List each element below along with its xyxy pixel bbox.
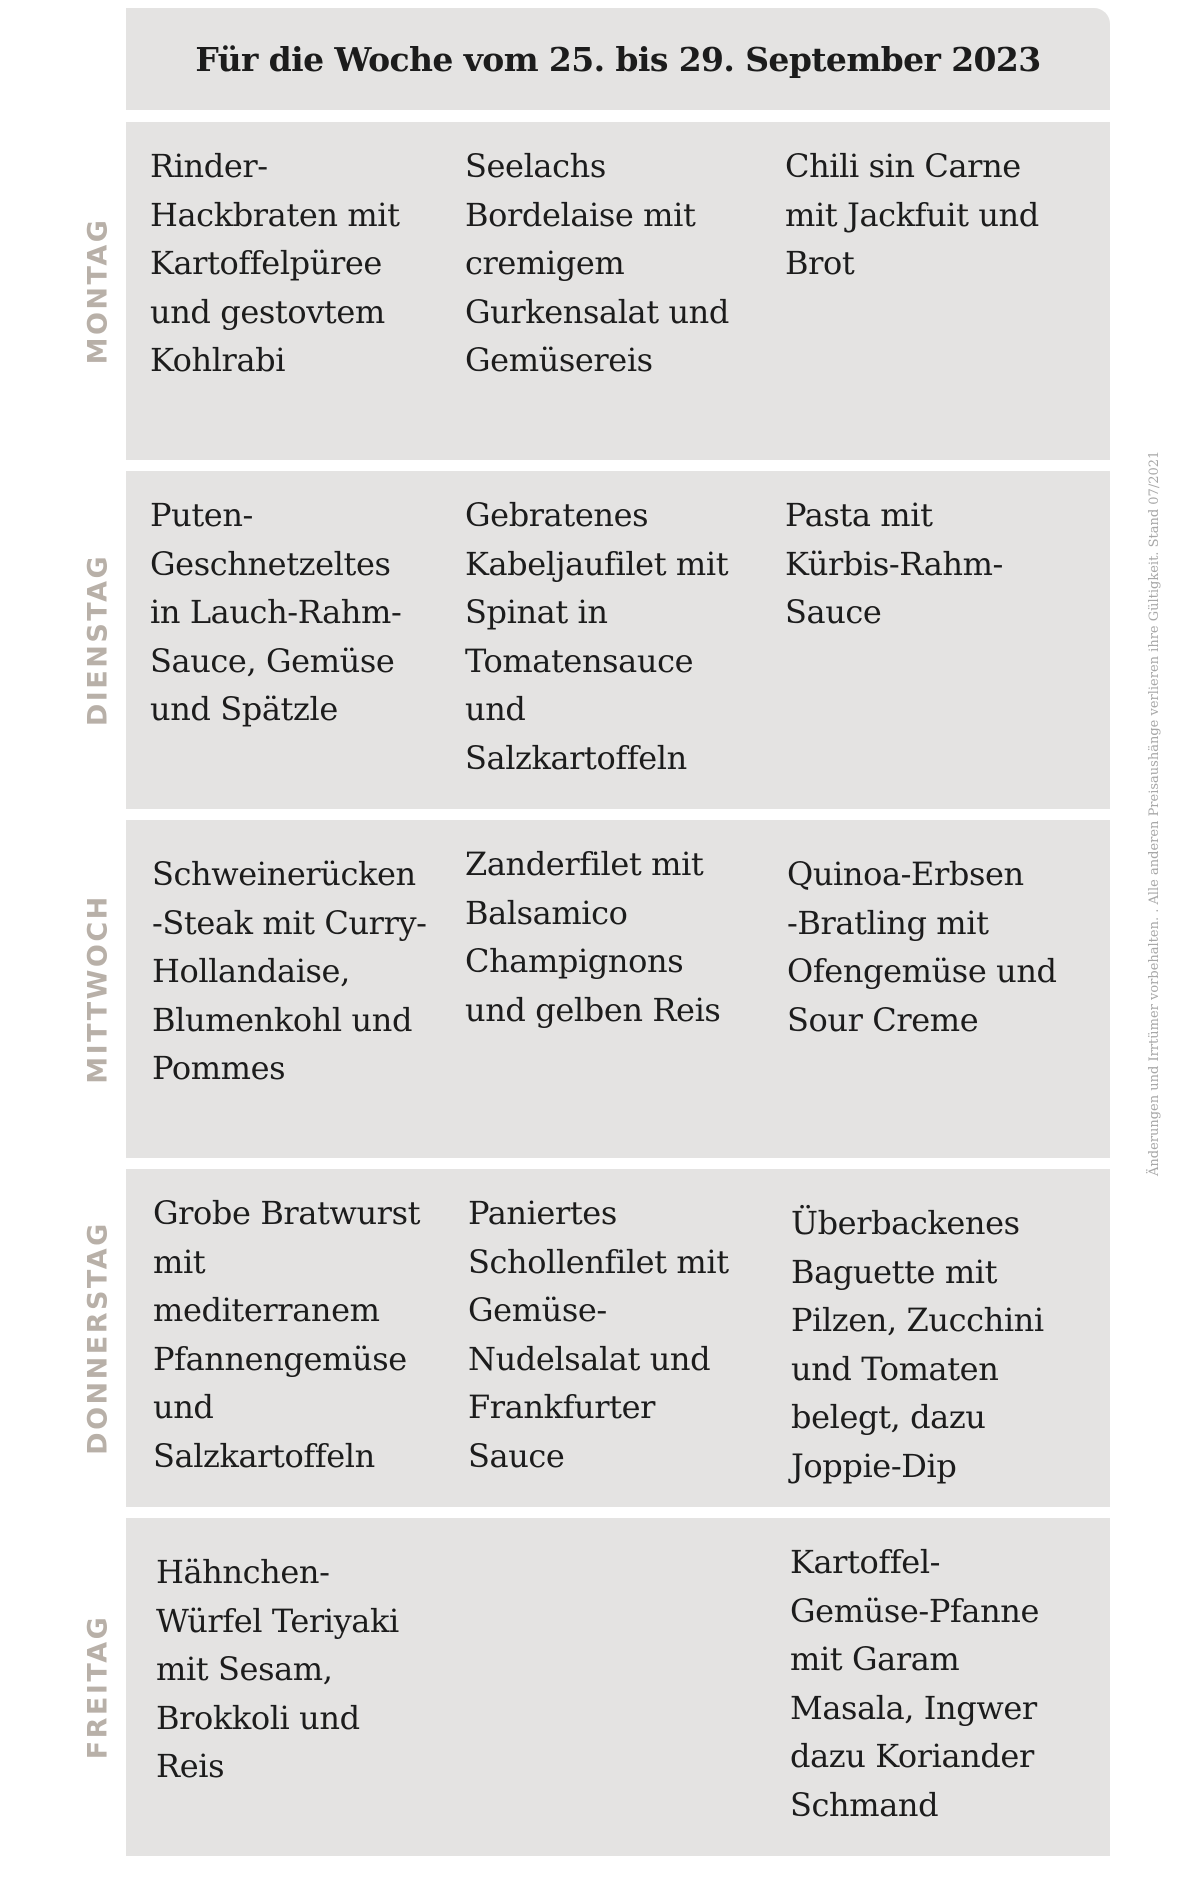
dish-1: Puten- Geschnetzeltes in Lauch-Rahm- Sauce, Gemüse und Spätzle [150, 496, 402, 728]
week-header [126, 8, 1110, 110]
dish-2: Paniertes Schollenfilet mit Gemüse- Nudelsalat und Frankfurter Sauce [468, 1194, 729, 1475]
day-row-donnerstag [126, 1169, 1110, 1507]
week-title: Für die Woche vom 25. bis 29. September 2023 [195, 39, 1041, 79]
dish-3: Kartoffel- Gemüse-Pfanne mit Garam Masala, Ingwer dazu Koriander Schmand [790, 1543, 1040, 1824]
dish-2: Seelachs Bordelaise mit cremigem Gurkensalat und Gemüsereis [465, 147, 729, 379]
day-label-text: DIENSTAG [82, 553, 114, 727]
dish-2: Gebratenes Kabeljaufilet mit Spinat in Tomatensauce und Salzkartoffeln [465, 496, 729, 777]
dish-3: Chili sin Carne mit Jackfuit und Brot [785, 147, 1039, 282]
day-label-text: MITTWOCH [82, 894, 114, 1084]
day-row-dienstag [126, 471, 1110, 809]
day-label-text: FREITAG [82, 1614, 114, 1760]
dish-3: Pasta mit Kürbis-Rahm- Sauce [785, 496, 1003, 631]
disclaimer-text: Änderungen und Irrtümer vorbehalten. . Alle anderen Preisaushänge verlieren ihre Gültigkeit. Stand 07/2021 [1147, 450, 1162, 1176]
dish-1: Schweinerücken -Steak mit Curry- Hollandaise, Blumenkohl und Pommes [152, 855, 427, 1087]
dish-2: Zanderfilet mit Balsamico Champignons und gelben Reis [465, 845, 721, 1029]
dish-1: Grobe Bratwurst mit mediterranem Pfannengemüse und Salzkartoffeln [153, 1194, 421, 1475]
dish-3: Quinoa-Erbsen -Bratling mit Ofengemüse und Sour Creme [787, 855, 1057, 1039]
day-row-montag [126, 122, 1110, 460]
day-row-freitag [126, 1518, 1110, 1856]
dish-1: Rinder- Hackbraten mit Kartoffelpüree und gestovtem Kohlrabi [150, 147, 400, 379]
day-label-text: DONNERSTAG [82, 1221, 114, 1455]
day-label-text: MONTAG [82, 217, 114, 365]
dish-1: Hähnchen- Würfel Teriyaki mit Sesam, Brokkoli und Reis [156, 1553, 399, 1785]
day-row-mittwoch [126, 820, 1110, 1158]
dish-3: Überbackenes Baguette mit Pilzen, Zucchini und Tomaten belegt, dazu Joppie-Dip [791, 1204, 1044, 1485]
